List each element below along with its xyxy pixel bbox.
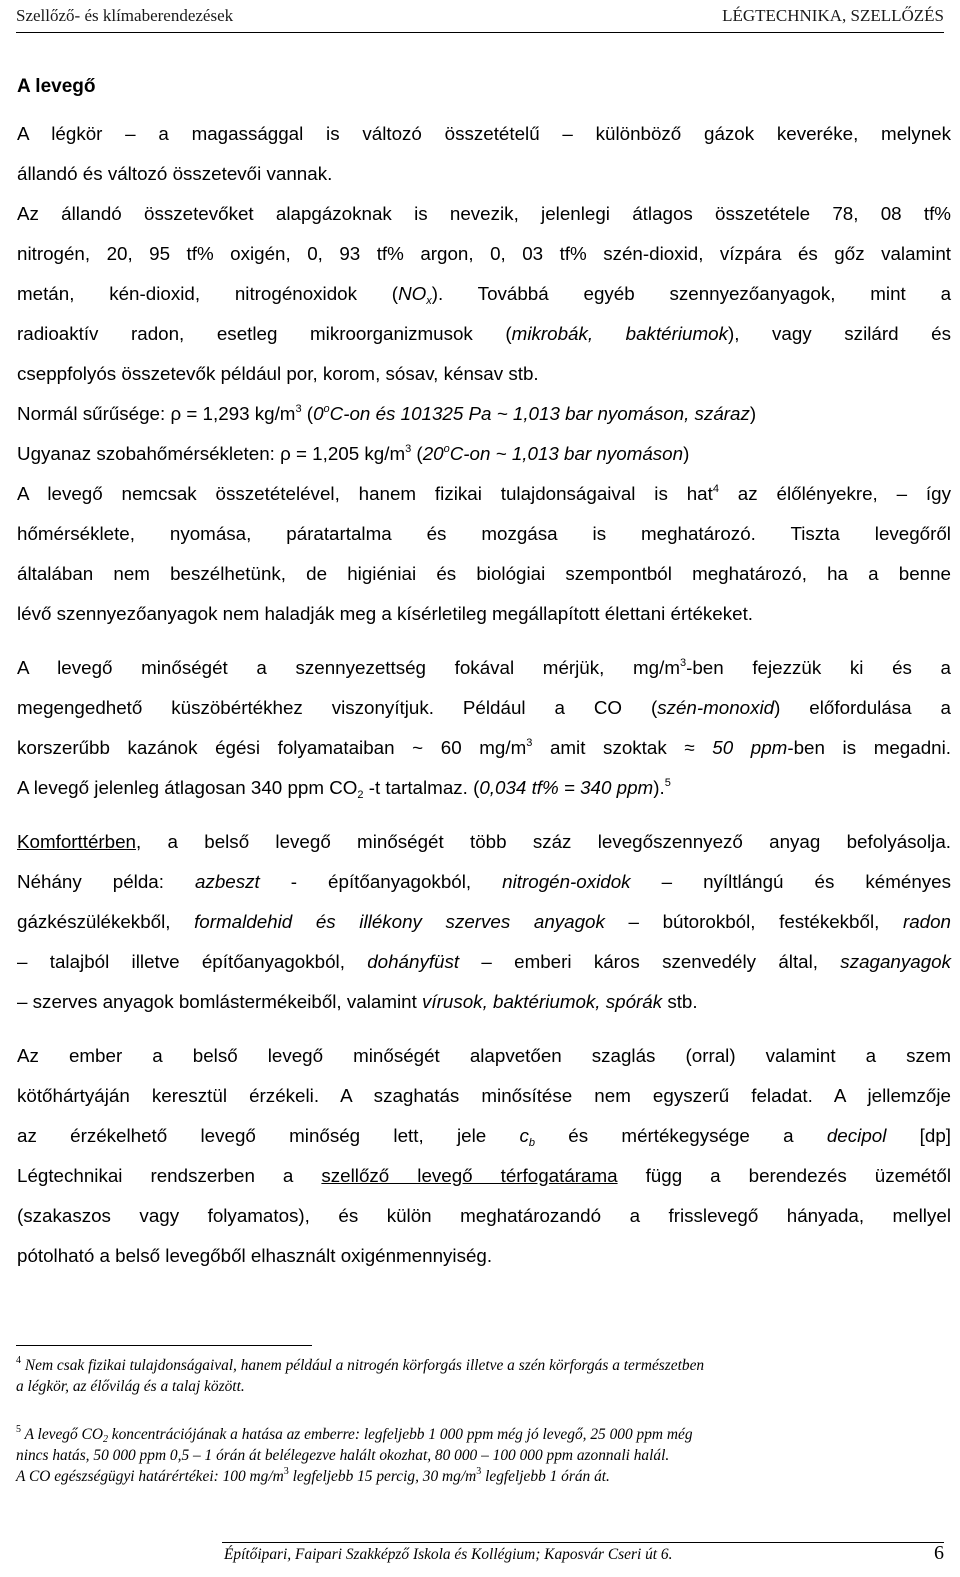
text-line: cseppfolyós összetevők például por, korom, sósav, kénsav stb. — [17, 363, 539, 384]
text-line: nitrogén, 20, 95 tf% oxigén, 0, 93 tf% argon, 0, 03 tf% szén-dioxid, vízpára és gőz valamint — [17, 243, 951, 264]
text-line: általában nem beszélhetünk, de higiéniai és biológiai szempontból meghatározó, ha a benne — [17, 563, 951, 584]
text-line: hőmérséklete, nyomása, páratartalma és mozgása is meghatározó. Tiszta levegőről — [17, 523, 951, 544]
paragraph-composition — [17, 114, 951, 634]
footer-rule — [222, 1542, 944, 1543]
text-line: Az állandó összetevőket alapgázoknak is nevezik, jelenlegi átlagos összetétele 78, 08 tf% — [17, 203, 951, 224]
main-content — [17, 72, 951, 1276]
text-line: kötőhártyáján keresztül érzékeli. A szaghatás minősítése nem egyszerű feladat. A jellemzője — [17, 1085, 951, 1106]
text-line: A levegő nemcsak összetételével, hanem fizikai tulajdonságaival is hat$^4$ az élőlényekre, – így — [17, 483, 951, 504]
page-number: 6 — [934, 1542, 944, 1564]
text-line: Légtechnikai rendszerben a szellőző levegő térfogatárama függ a berendezés üzemétől — [17, 1165, 952, 1186]
text-line: radioaktív radon, esetleg mikroorganizmusok (mikrobák, baktériumok), vagy szilárd és — [17, 323, 951, 344]
header-rule — [16, 32, 944, 33]
header-left: Szellőző- és klímaberendezések — [16, 6, 234, 25]
text-line: az érzékelhető levegő minőség lett, jele $c_b$ és mértékegysége a decipol [dp] — [17, 1125, 952, 1149]
text-line: lévő szennyezőanyagok nem haladják meg a kísérletileg megállapított élettani értékeket. — [17, 603, 754, 624]
text-line: A levegő minőségét a szennyezettség fokával mérjük, $mg/m^3$-ben fejezzük ki és a — [17, 657, 951, 678]
paragraph-perception — [17, 1036, 951, 1276]
text-line: állandó és változó összetevői vannak. — [17, 163, 333, 184]
footer-text: Építőipari, Faipari Szakképző Iskola és Kollégium; Kaposvár Cseri út 6. — [224, 1546, 673, 1563]
text-line: pótolható a belső levegőből elhasznált oxigénmennyiség. — [17, 1245, 493, 1266]
text-line: A levegő jelenleg átlagosan 340 ppm $CO_2$ -t tartalmaz. (0,034 tf% = 340 ppm).$^5$ — [17, 777, 671, 801]
text-line: – szerves anyagok bomlástermékeiből, valamint vírusok, baktériumok, spórák stb. — [17, 991, 698, 1012]
paragraph-quality — [17, 648, 951, 808]
header-right: LÉGTECHNIKA, SZELLŐZÉS — [722, 6, 944, 25]
text-line: megengedhető küszöbértékhez viszonyítjuk. Például a CO (szén-monoxid) előfordulása a — [17, 697, 951, 718]
section-title: A levegő — [17, 76, 96, 97]
page-header — [16, 4, 944, 28]
text-line: gázkészülékekből, formaldehid és illékony szerves anyagok – bútorokból, festékekből, radon — [17, 911, 952, 932]
text-line: Komforttérben, a belső levegő minőségét több száz levegőszennyező anyag befolyásolja. — [17, 831, 951, 852]
text-line: (szakaszos vagy folyamatos), és külön meghatározandó a frisslevegő hányada, mellyel — [17, 1205, 951, 1226]
footnote-4: $^4$ Nem csak fizikai tulajdonságaival, hanem például a nitrogén körforgás illetve a szén körforgás a természetben a légkör, az élővilág és a talaj között. — [16, 1355, 705, 1395]
text-line: Az ember a belső levegő minőségét alapvetően szaglás (orral) valamint a szem — [17, 1045, 951, 1066]
text-line: A légkör – a magassággal is változó összetételű – különböző gázok keveréke, melynek — [17, 123, 951, 144]
text-line: Néhány példa: azbeszt - építőanyagokból, nitrogén-oxidok – nyíltlángú és kéményes — [17, 871, 952, 892]
text-line: Ugyanaz szobahőmérsékleten: ρ = 1,205 $kg/m^3$ (20$^o$C-on ~ 1,013 bar nyomáson) — [17, 443, 690, 464]
footnote-rule — [16, 1345, 312, 1346]
text-line: metán, kén-dioxid, nitrogénoxidok $(NO_x)$. Továbbá egyéb szennyezőanyagok, mint a — [17, 283, 952, 307]
text-line: korszerűbb kazánok égési folyamataiban ~ 60 $mg/m^3$ amit szoktak ≈ 50 ppm-ben is megadni. — [17, 737, 951, 758]
text-line: – talajból illetve építőanyagokból, dohányfüst – emberi káros szenvedély által, szaganyagok — [17, 951, 951, 972]
paragraph-comfort — [17, 822, 951, 1022]
text-line: Normál sűrűsége: ρ = 1,293 $kg/m^3$ (0$^o$C-on és 101325 Pa ~ 1,013 bar nyomáson, száraz) — [17, 403, 757, 424]
footnote-5: $^5$ A levegő $CO_2$ koncentrációjának a hatása az emberre: legfeljebb 1 000 ppm még jó levegő, 25 000 ppm még nincs hatás, 50 000 ppm 0,5 – 1 órán át belélegezve halált okozhat, 80 000 – 100 000 ppm azonnali halál. A CO egészségügyi határértékei: 100 $mg/m^3$ legfeljebb 15 percig, 30 $mg/m^3$ legfeljebb 1 órán át. — [16, 1424, 693, 1485]
